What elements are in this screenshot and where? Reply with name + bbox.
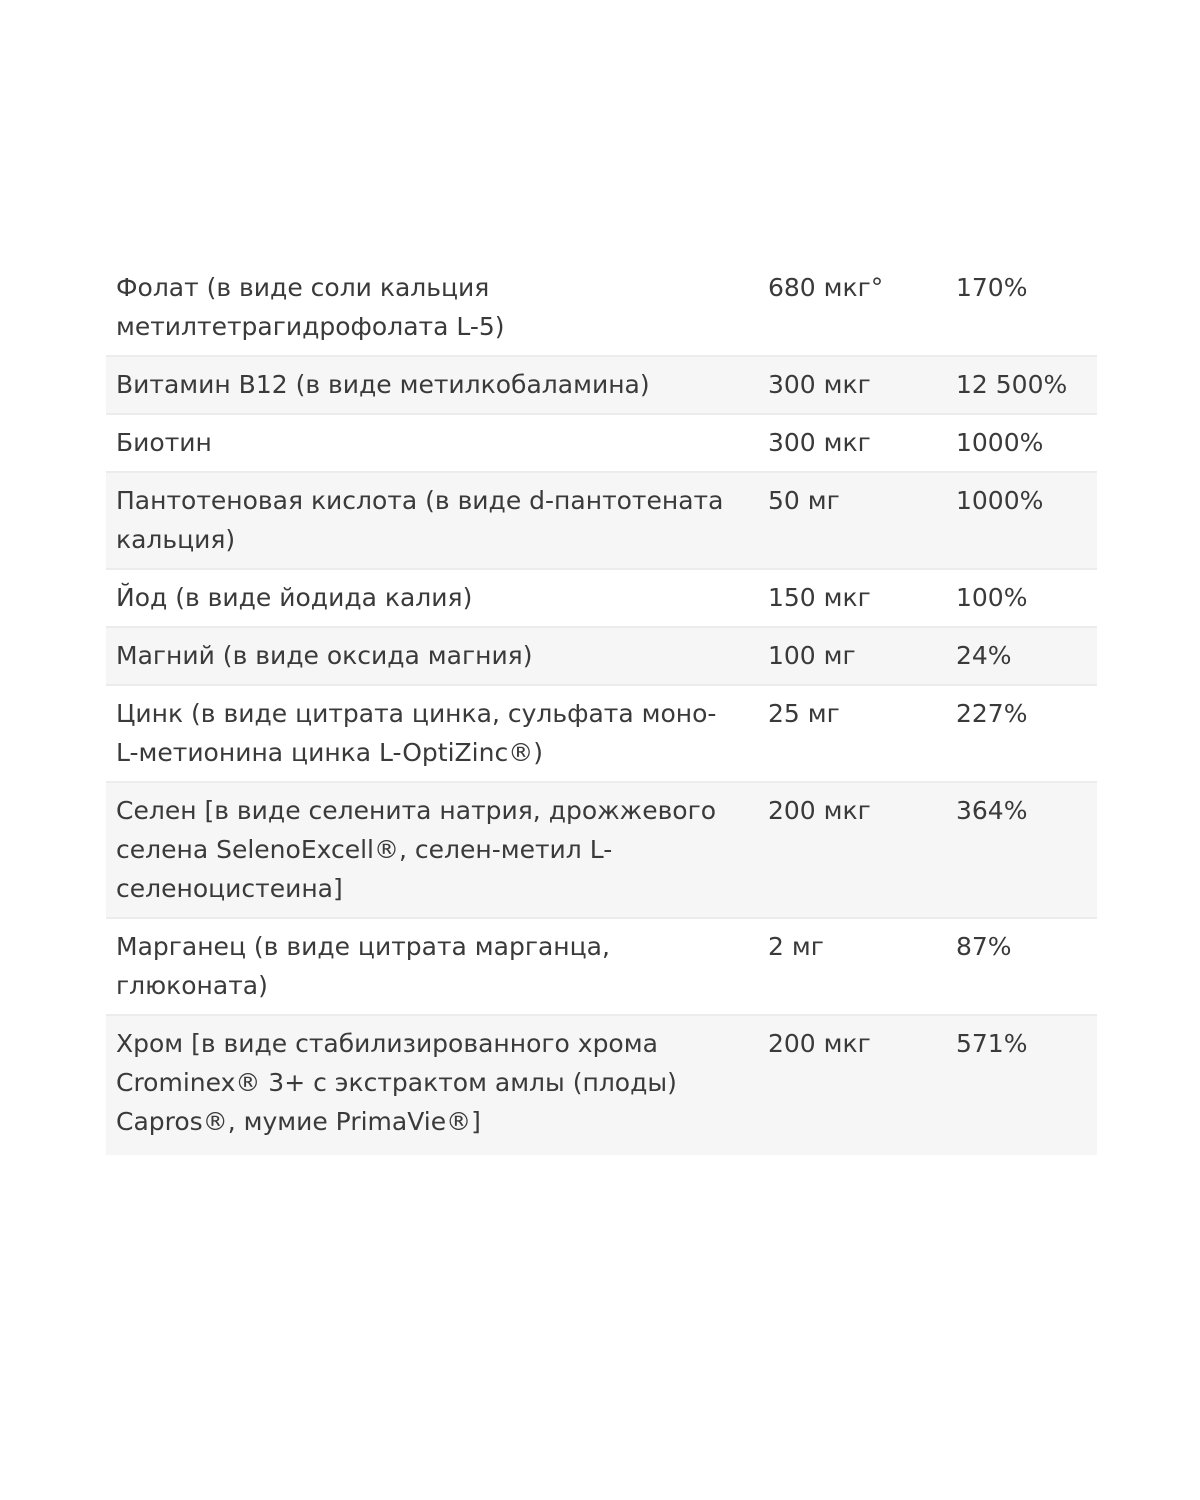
nutrient-daily-value: 24% xyxy=(948,627,1097,685)
nutrient-name: Йод (в виде йодида калия) xyxy=(106,569,760,627)
table-row-vitamin-b12 xyxy=(106,356,1097,414)
nutrition-table xyxy=(106,260,1097,1155)
nutrient-daily-value: 170% xyxy=(948,260,1097,356)
nutrient-name: Витамин B12 (в виде метилкобаламина) xyxy=(106,356,760,414)
nutrient-amount: 50 мг xyxy=(760,472,948,569)
nutrient-amount: 200 мкг xyxy=(760,1015,948,1155)
nutrient-amount: 100 мг xyxy=(760,627,948,685)
table-row-selenium xyxy=(106,782,1097,918)
table-row-manganese xyxy=(106,918,1097,1015)
table-row-iodine xyxy=(106,569,1097,627)
table-row-chromium xyxy=(106,1015,1097,1155)
nutrient-daily-value: 227% xyxy=(948,685,1097,782)
nutrient-name: Фолат (в виде соли кальция метилтетрагидрофолата L-5) xyxy=(106,260,760,356)
table-row-zinc xyxy=(106,685,1097,782)
table-row-folate xyxy=(106,260,1097,356)
nutrient-amount: 2 мг xyxy=(760,918,948,1015)
table-row-biotin xyxy=(106,414,1097,472)
nutrient-name: Пантотеновая кислота (в виде d-пантотената кальция) xyxy=(106,472,760,569)
table-row-magnesium xyxy=(106,627,1097,685)
table-row-pantothenic-acid xyxy=(106,472,1097,569)
nutrient-daily-value: 1000% xyxy=(948,414,1097,472)
nutrient-amount: 25 мг xyxy=(760,685,948,782)
nutrient-amount: 200 мкг xyxy=(760,782,948,918)
nutrient-daily-value: 100% xyxy=(948,569,1097,627)
nutrient-amount: 150 мкг xyxy=(760,569,948,627)
nutrient-amount: 680 мкг° xyxy=(760,260,948,356)
nutrient-name: Марганец (в виде цитрата марганца, глюконата) xyxy=(106,918,760,1015)
nutrient-daily-value: 12 500% xyxy=(948,356,1097,414)
nutrient-daily-value: 1000% xyxy=(948,472,1097,569)
nutrient-name: Биотин xyxy=(106,414,760,472)
nutrient-amount: 300 мкг xyxy=(760,414,948,472)
nutrient-name: Магний (в виде оксида магния) xyxy=(106,627,760,685)
nutrient-name: Селен [в виде селенита натрия, дрожжевого селена SelenoExcell®, селен-метил L-селеноцистеина] xyxy=(106,782,760,918)
nutrient-daily-value: 87% xyxy=(948,918,1097,1015)
nutrient-daily-value: 571% xyxy=(948,1015,1097,1155)
nutrient-name: Хром [в виде стабилизированного хрома Crominex® 3+ с экстрактом амлы (плоды) Capros®, мумие PrimaVie®] xyxy=(106,1015,760,1155)
nutrient-name: Цинк (в виде цитрата цинка, сульфата моно-L-метионина цинка L-OptiZinc®) xyxy=(106,685,760,782)
nutrient-amount: 300 мкг xyxy=(760,356,948,414)
nutrient-daily-value: 364% xyxy=(948,782,1097,918)
